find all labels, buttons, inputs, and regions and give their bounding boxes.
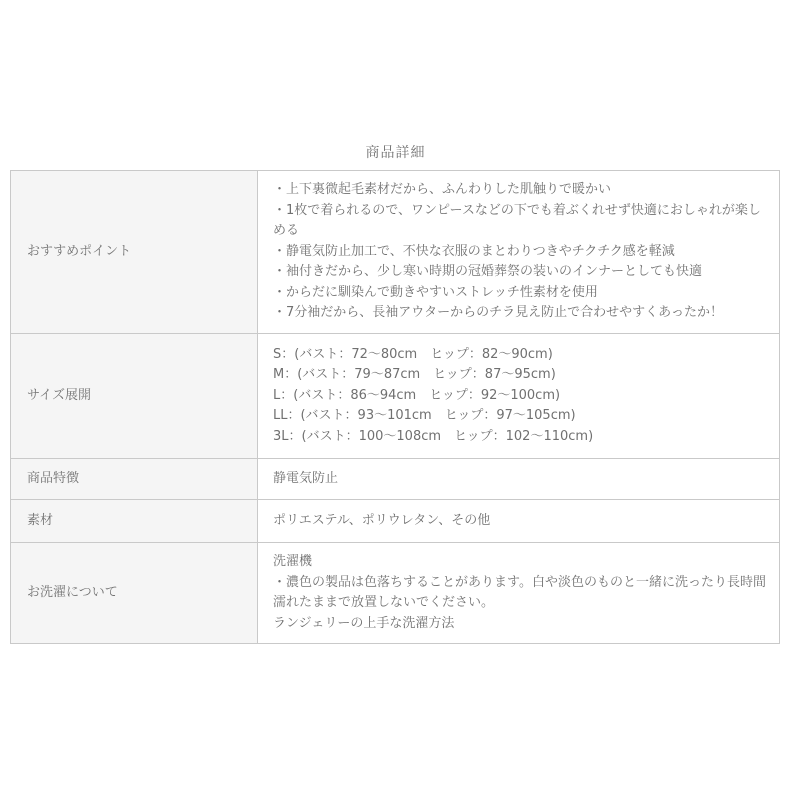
list-item: ・からだに馴染んで動きやすいストレッチ性素材を使用	[273, 284, 598, 300]
list-item: ・袖付きだから、少し寒い時期の冠婚葬祭の装いのインナーとしても快適	[273, 264, 703, 280]
size-item: LL：(バスト：93～101cm ヒップ：97～105cm)	[273, 408, 576, 424]
laundry-tips: ランジェリーの上手な洗濯方法	[273, 615, 455, 631]
table-row	[11, 334, 780, 459]
size-item: L：(バスト：86～94cm ヒップ：92～100cm)	[273, 387, 561, 403]
row-value-product-features	[258, 459, 780, 500]
row-value-recommend-points	[258, 171, 780, 334]
table-row	[11, 459, 780, 500]
list-item: ・1枚で着られるので、ワンピースなどの下でも着ぶくれせず快適におしゃれが楽しめる	[273, 202, 761, 239]
list-item: ・上下裏微起毛素材だから、ふんわりした肌触りで暖かい	[273, 182, 612, 198]
list-item: ・静電気防止加工で、不快な衣服のまとわりつきやチクチク感を軽減	[273, 243, 675, 259]
laundry-caution: ・濃色の製品は色落ちすることがあります。白や淡色のものと一緒に洗ったり長時間濡れたままで放置しないでください。	[273, 574, 766, 610]
row-label-material: 素材	[11, 500, 258, 543]
laundry-method: 洗濯機	[273, 554, 313, 569]
row-label-laundry: お洗濯について	[11, 543, 258, 644]
material-text: ポリエステル、ポリウレタン、その他	[273, 512, 491, 528]
row-label-product-features: 商品特徴	[11, 459, 258, 500]
row-label-recommend-points: おすすめポイント	[11, 171, 258, 334]
table-row	[11, 171, 780, 334]
feature-text: 静電気防止	[273, 470, 339, 486]
row-value-size-range	[258, 334, 780, 459]
row-label-size-range: サイズ展開	[11, 334, 258, 459]
size-item: S：(バスト：72～80cm ヒップ：82～90cm)	[273, 346, 553, 362]
list-item: ・7分袖だから、長袖アウターからのチラ見え防止で合わせやすくあったか！	[273, 305, 724, 321]
table-row	[11, 543, 780, 644]
size-item: M：(バスト：79～87cm ヒップ：87～95cm)	[273, 367, 556, 383]
page-title: 商品詳細	[365, 145, 426, 161]
table-row	[11, 500, 780, 543]
row-value-laundry	[258, 543, 780, 644]
row-value-material	[258, 500, 780, 543]
size-item: 3L：(バスト：100～108cm ヒップ：102～110cm)	[273, 428, 594, 444]
product-detail-table	[10, 170, 780, 644]
